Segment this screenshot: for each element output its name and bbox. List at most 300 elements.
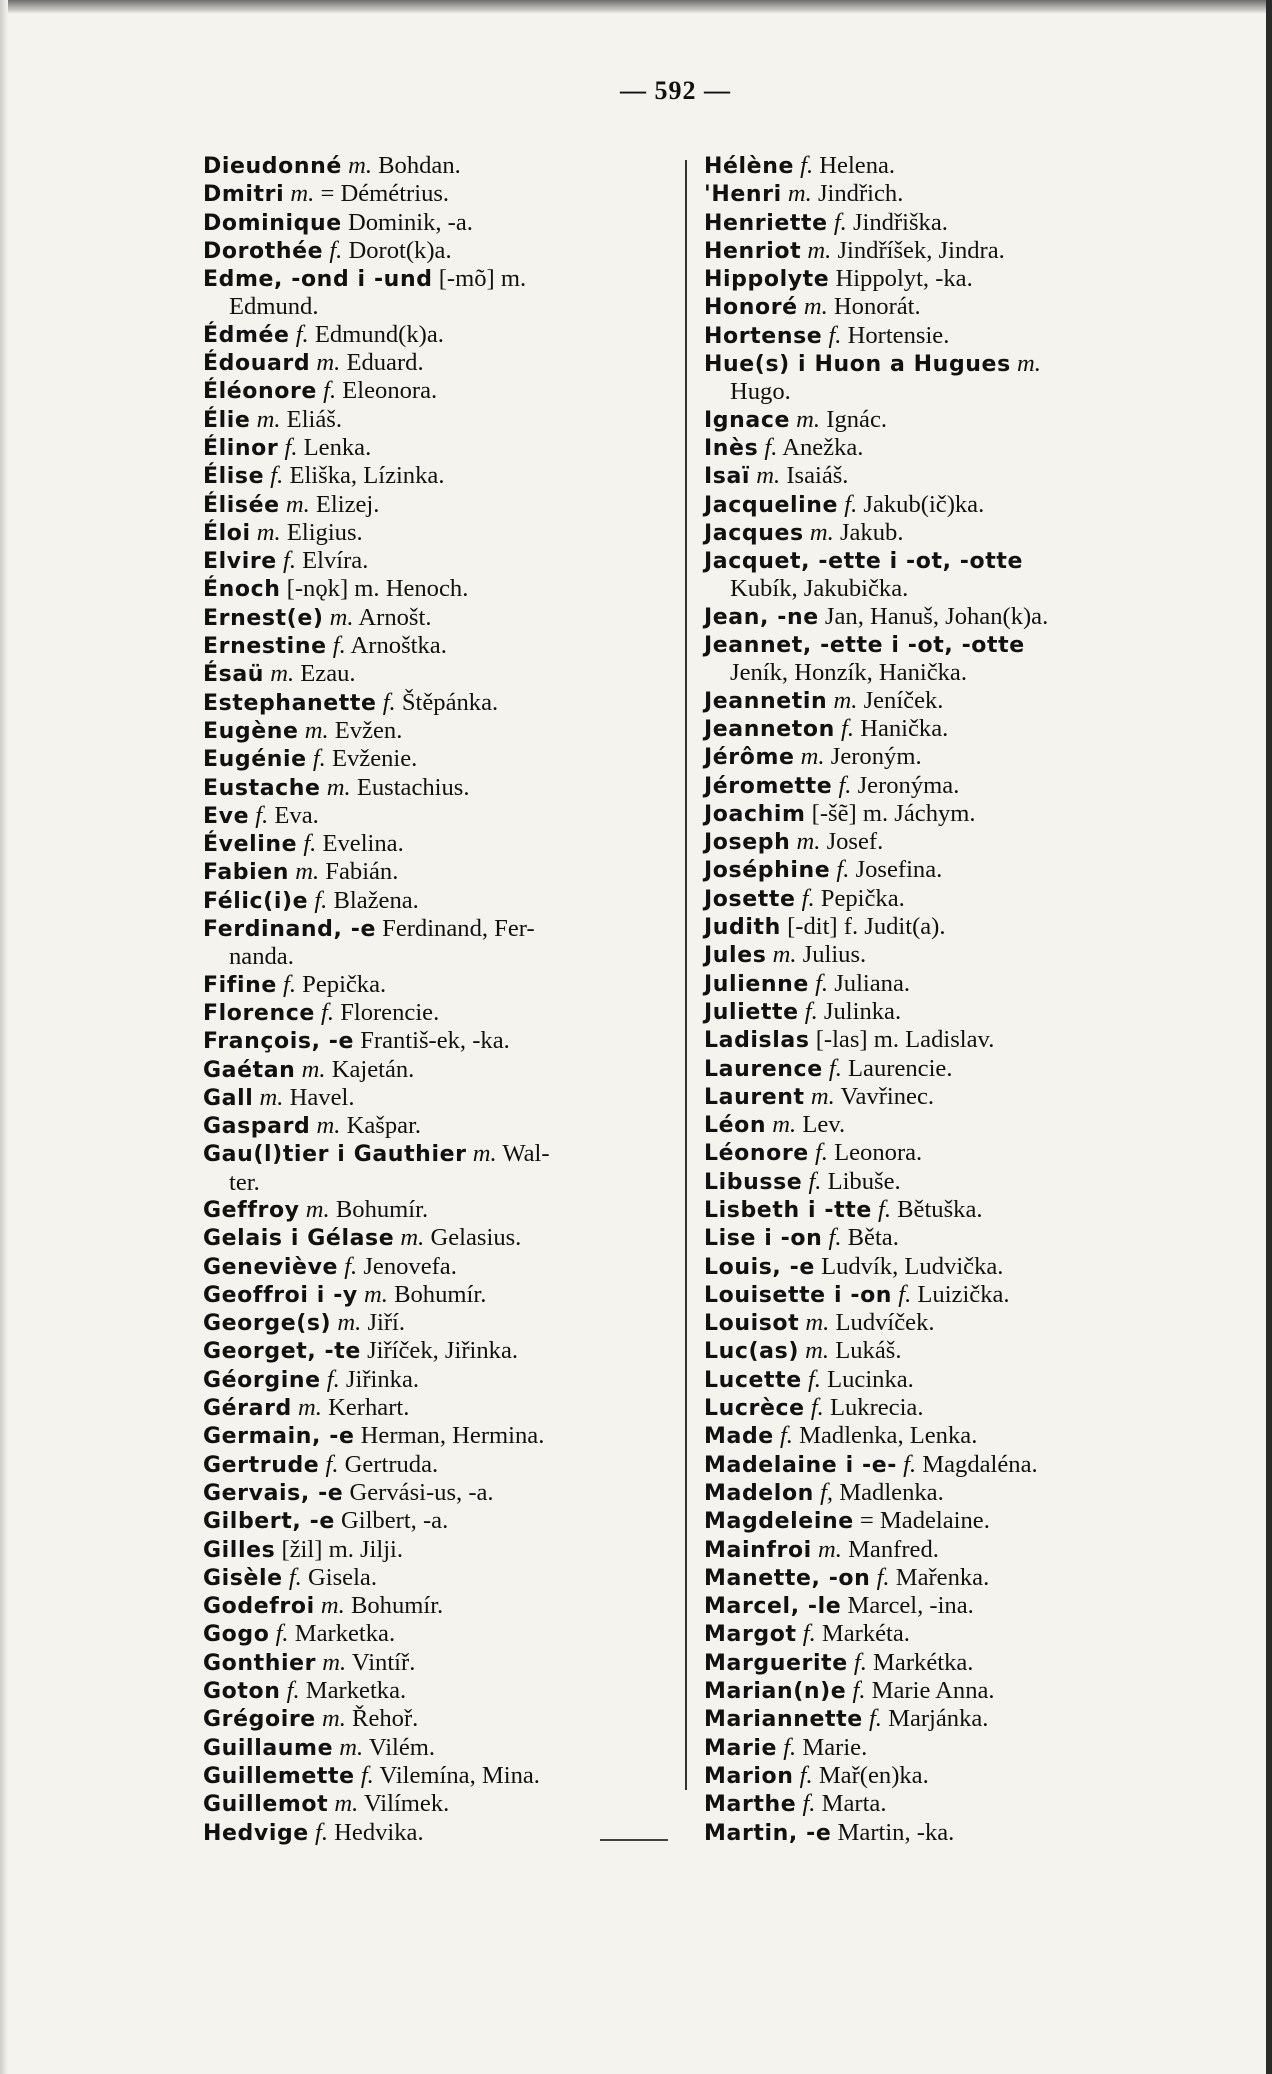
dictionary-entry <box>203 887 683 915</box>
dictionary-entry <box>203 293 683 320</box>
entry-translation: Jan, Hanuš, Johan(k)a. <box>824 602 1049 630</box>
entry-translation: Lukrecia. <box>829 1394 924 1422</box>
entry-headword: Lucette <box>704 1367 802 1393</box>
entry-translation: Marta. <box>821 1790 887 1818</box>
dictionary-entry <box>203 152 683 180</box>
dictionary-entry <box>203 1422 683 1450</box>
entry-gender: f. <box>853 1648 867 1676</box>
entry-gender: m. <box>756 462 781 490</box>
dictionary-entry <box>203 1479 683 1507</box>
entry-translation: Eva. <box>274 801 319 829</box>
entry-translation: Markétka. <box>873 1648 974 1676</box>
entry-gender: m. <box>807 236 832 264</box>
entry-translation: Julius. <box>802 941 867 969</box>
entry-gender: m. <box>298 1394 322 1422</box>
entry-gender: f. <box>799 1761 813 1789</box>
dictionary-entry <box>203 1620 683 1648</box>
entry-translation: Eustachius. <box>356 773 470 801</box>
dictionary-entry <box>704 180 1184 208</box>
dictionary-entry <box>203 802 683 830</box>
entry-translation: Blažena. <box>333 886 419 914</box>
dictionary-entry <box>704 885 1184 913</box>
entry-headword: Madelon <box>704 1480 814 1506</box>
dictionary-entry <box>203 1677 683 1705</box>
entry-translation: Vilém. <box>368 1733 436 1761</box>
entry-gender: m. <box>305 1195 330 1223</box>
dictionary-entry <box>704 378 1184 405</box>
entry-gender: m. <box>256 518 281 546</box>
dictionary-entry <box>704 659 1184 686</box>
entry-translation: Jakub(ič)ka. <box>863 490 985 518</box>
dictionary-entry <box>203 1536 683 1564</box>
entry-headword: Jacques <box>704 520 804 546</box>
entry-translation: Bohumír. <box>335 1195 429 1223</box>
dictionary-entry <box>704 828 1184 856</box>
entry-headword: Josette <box>704 886 796 912</box>
entry-headword: Gilles <box>203 1537 276 1563</box>
entry-translation: Vilemína, Mina. <box>379 1761 540 1789</box>
entry-headword: Manette, -on <box>704 1565 871 1591</box>
entry-translation: Kubík, Jakubička. <box>730 575 909 603</box>
dictionary-entry <box>704 1366 1184 1394</box>
entry-headword: Jacquet, -ette i -ot, -otte <box>704 549 1023 575</box>
entry-headword: Léon <box>704 1113 767 1139</box>
entry-gender: m. <box>304 716 329 744</box>
entry-gender: m. <box>329 603 354 631</box>
entry-translation: Gisela. <box>307 1563 377 1591</box>
entry-gender: f. <box>802 1790 816 1818</box>
entry-translation: Edmund(k)a. <box>314 320 444 348</box>
entry-headword: Guillemette <box>203 1763 355 1789</box>
dictionary-entry <box>704 1451 1184 1479</box>
entry-headword: Joachim <box>704 801 806 827</box>
entry-gender: f. <box>783 1733 797 1761</box>
entry-gender: f. <box>282 547 296 575</box>
entry-headword: Martin, -e <box>704 1820 832 1846</box>
dictionary-entry <box>203 434 683 462</box>
entry-headword: Godefroi <box>203 1594 315 1620</box>
entry-translation: Eliška, Lízinka. <box>289 462 445 490</box>
entry-translation: Řehoř. <box>352 1705 419 1733</box>
entry-translation: [-las] m. Ladislav. <box>815 1026 995 1054</box>
entry-translation: Františ-ek, -ka. <box>360 1027 510 1055</box>
dictionary-entry <box>704 491 1184 519</box>
dictionary-entry <box>203 745 683 773</box>
entry-headword: Jeannetin <box>704 688 828 714</box>
entry-headword: Ignace <box>704 407 791 433</box>
entry-headword: François, -e <box>203 1029 355 1055</box>
dictionary-entry <box>704 1649 1184 1677</box>
entry-headword: Jacqueline <box>704 492 839 518</box>
entry-gender: f. <box>801 884 815 912</box>
entry-gender: m. <box>339 1733 364 1761</box>
dictionary-entry <box>704 1394 1184 1422</box>
entry-translation: Edmund. <box>229 293 319 321</box>
dictionary-entry <box>203 209 683 237</box>
entry-gender: f. <box>828 321 842 349</box>
entry-headword: Henriette <box>704 210 828 236</box>
entry-headword: Édouard <box>203 351 311 377</box>
entry-headword: Geoffroi i -y <box>203 1282 358 1308</box>
entry-headword: Honoré <box>704 295 798 321</box>
entry-translation: Jakub. <box>839 518 904 546</box>
dictionary-entry <box>203 604 683 632</box>
entry-gender: f. <box>303 830 317 858</box>
dictionary-entry <box>203 1112 683 1140</box>
entry-headword: Éléonore <box>203 379 317 405</box>
entry-headword: Hedvige <box>203 1820 309 1846</box>
entry-translation: Josef. <box>826 828 884 856</box>
entry-translation: Dorot(k)a. <box>348 236 452 264</box>
page-right-edge <box>1266 0 1272 2074</box>
entry-translation: Luizička. <box>917 1280 1010 1308</box>
entry-translation: Gelasius. <box>430 1224 522 1252</box>
entry-headword: Lisbeth i -tte <box>704 1197 872 1223</box>
entry-gender: f. <box>323 377 337 405</box>
entry-translation: Kerhart. <box>328 1394 410 1422</box>
entry-headword: Magdeleine <box>704 1509 854 1535</box>
entry-gender: m. <box>348 152 372 179</box>
entry-gender: f. <box>808 1167 822 1195</box>
entry-headword: Gau(l)tier i Gauthier <box>203 1142 467 1168</box>
entry-translation: Mařenka. <box>895 1563 990 1591</box>
dictionary-entry <box>203 575 683 603</box>
entry-gender: m. <box>805 1337 830 1365</box>
dictionary-entry <box>704 1790 1184 1818</box>
dictionary-entry <box>704 800 1184 828</box>
entry-headword: Éveline <box>203 832 298 858</box>
entry-translation: Eleonora. <box>342 377 438 405</box>
entry-translation: Hanička. <box>860 714 949 742</box>
left-column <box>203 152 683 1847</box>
entry-gender: m. <box>295 858 320 886</box>
entry-gender: f. <box>286 1677 300 1705</box>
dictionary-entry <box>704 970 1184 998</box>
dictionary-entry <box>203 858 683 886</box>
entry-headword: Dominique <box>203 210 342 236</box>
entry-gender: m. <box>472 1140 497 1168</box>
entry-translation: Libuše. <box>827 1167 901 1195</box>
dictionary-entry <box>203 265 683 293</box>
dictionary-entry <box>704 772 1184 800</box>
footer-rule <box>600 1839 668 1841</box>
entry-translation: Gilbert, -a. <box>341 1507 449 1535</box>
dictionary-entry <box>203 830 683 858</box>
entry-headword: Dmitri <box>203 182 285 208</box>
entry-gender: m. <box>817 1535 842 1563</box>
dictionary-entry <box>203 1564 683 1592</box>
dictionary-entry <box>203 999 683 1027</box>
dictionary-entry <box>203 321 683 349</box>
dictionary-entry <box>704 209 1184 237</box>
entry-headword: Ferdinand, -e <box>203 917 376 943</box>
entry-translation: [-dit] f. Judit(a). <box>787 913 946 941</box>
dictionary-entry <box>203 971 683 999</box>
entry-gender: f. <box>800 152 814 179</box>
entry-translation: Gervási-us, -a. <box>349 1478 494 1506</box>
entry-translation: Dominik, -a. <box>347 208 473 236</box>
entry-translation: Marketka. <box>305 1677 407 1705</box>
dictionary-entry <box>704 1762 1184 1790</box>
entry-translation: Jiříček, Jiřinka. <box>367 1337 519 1365</box>
entry-gender: m. <box>326 773 351 801</box>
entry-translation: [-nǫk] m. Henoch. <box>286 575 469 603</box>
entry-headword: Marion <box>704 1763 794 1789</box>
entry-gender: f. <box>878 1195 891 1223</box>
dictionary-entry <box>203 1056 683 1084</box>
entry-gender: m. <box>322 1648 347 1676</box>
entry-translation: Eliáš. <box>286 405 342 433</box>
entry-translation: Havel. <box>289 1083 355 1111</box>
dictionary-entry <box>203 1734 683 1762</box>
dictionary-entry <box>203 547 683 575</box>
dictionary-entry <box>704 575 1184 602</box>
entry-translation: [žil] m. Jilji. <box>281 1535 404 1563</box>
dictionary-entry <box>203 1762 683 1790</box>
entry-gender: f. <box>844 490 858 518</box>
dictionary-entry <box>704 1139 1184 1167</box>
dictionary-entry <box>203 1394 683 1422</box>
dictionary-entry <box>704 1196 1184 1224</box>
entry-translation: Herman, Hermina. <box>360 1422 545 1450</box>
entry-headword: Gisèle <box>203 1565 283 1591</box>
entry-translation: Lenka. <box>303 433 372 461</box>
entry-translation: Marie Anna. <box>871 1677 995 1705</box>
entry-gender: f. <box>255 801 269 829</box>
entry-headword: Hélène <box>704 154 794 179</box>
entry-gender: m. <box>400 1224 425 1252</box>
entry-headword: Guillemot <box>203 1792 329 1818</box>
dictionary-entry <box>203 1451 683 1479</box>
dictionary-entry <box>704 434 1184 462</box>
entry-translation: Madlenka, Lenka. <box>799 1422 978 1450</box>
entry-gender: f. <box>326 1365 340 1393</box>
entry-headword: Énoch <box>203 577 281 603</box>
entry-translation: Hippolyt, -ka. <box>835 265 973 293</box>
entry-translation: Magdaléna. <box>922 1450 1038 1478</box>
entry-translation: Vintíř. <box>351 1648 416 1676</box>
entry-translation: Manfred. <box>848 1535 939 1563</box>
entry-headword: Lise i -on <box>704 1226 823 1252</box>
dictionary-entry <box>203 1649 683 1677</box>
dictionary-entry <box>203 1196 683 1224</box>
entry-headword: Edme, -ond i -und <box>203 267 433 293</box>
entry-translation: Bohumír. <box>394 1280 487 1308</box>
entry-gender: f. <box>314 886 328 914</box>
dictionary-entry <box>704 322 1184 350</box>
entry-translation: Arnošt. <box>358 603 432 631</box>
entry-headword: Hippolyte <box>704 267 830 293</box>
dictionary-entry <box>704 1111 1184 1139</box>
entry-gender: f. <box>295 320 309 348</box>
entry-headword: Hue(s) i Huon a Hugues <box>704 352 1011 378</box>
dictionary-entry <box>704 856 1184 884</box>
entry-translation: Jiřinka. <box>345 1365 420 1393</box>
entry-gender: f. <box>315 1818 328 1846</box>
dictionary-entry <box>704 152 1184 180</box>
entry-gender: f. <box>828 1054 842 1082</box>
entry-translation: Lukáš. <box>835 1337 902 1365</box>
dictionary-entry <box>704 293 1184 321</box>
entry-gender: f. <box>810 1394 824 1422</box>
entry-translation: Vavřinec. <box>840 1082 935 1110</box>
dictionary-entry <box>203 462 683 490</box>
entry-translation: Eligius. <box>286 518 363 546</box>
entry-headword: Judith <box>704 915 781 941</box>
entry-translation: Jindřich. <box>817 180 904 208</box>
dictionary-entry <box>704 1337 1184 1365</box>
dictionary-entry <box>704 998 1184 1026</box>
entry-headword: Jérôme <box>704 745 795 771</box>
entry-gender: m. <box>810 1082 835 1110</box>
entry-gender: m. <box>1016 350 1041 378</box>
dictionary-entry <box>704 237 1184 265</box>
dictionary-entry <box>203 1027 683 1055</box>
entry-translation: Julinka. <box>823 997 902 1025</box>
entry-translation: Madlenka. <box>839 1478 944 1506</box>
entry-translation: Jeroným. <box>830 743 922 771</box>
dictionary-entry <box>704 350 1184 378</box>
entry-translation: Jeníček. <box>863 686 944 714</box>
dictionary-entry <box>704 1309 1184 1337</box>
entry-translation: Anežka. <box>782 433 864 461</box>
dictionary-entry <box>704 941 1184 969</box>
dictionary-entry <box>704 1026 1184 1054</box>
dictionary-entry <box>704 1620 1184 1648</box>
entry-headword: Dieudonné <box>203 154 342 179</box>
entry-translation: Isaiáš. <box>786 462 849 490</box>
entry-gender: f. <box>804 997 818 1025</box>
entry-gender: f. <box>321 998 335 1026</box>
dictionary-entry <box>203 349 683 377</box>
entry-headword: Ernestine <box>203 634 327 660</box>
entry-headword: Gervais, -e <box>203 1480 344 1506</box>
entry-headword: Ernest(e) <box>203 605 324 631</box>
entry-gender: m. <box>772 1111 797 1139</box>
dictionary-entry <box>203 491 683 519</box>
entry-headword: Jéromette <box>704 773 833 799</box>
entry-headword: Hortense <box>704 323 823 349</box>
dictionary-entry <box>203 1507 683 1535</box>
entry-translation: Jindříšek, Jindra. <box>837 236 1005 264</box>
dictionary-entry <box>203 1705 683 1733</box>
entry-gender: f. <box>841 714 855 742</box>
dictionary-entry <box>704 406 1184 434</box>
entry-gender: f. <box>329 236 343 264</box>
entry-headword: Madelaine i -e- <box>704 1452 897 1478</box>
entry-headword: Éloi <box>203 520 251 546</box>
dictionary-entry <box>203 406 683 434</box>
dictionary-entry <box>704 519 1184 547</box>
dictionary-entry <box>203 1281 683 1309</box>
dictionary-entry <box>704 603 1184 631</box>
entry-translation: Bohdan. <box>378 152 461 179</box>
entry-translation: Jeník, Honzík, Hanička. <box>730 659 967 687</box>
entry-translation: Elizej. <box>315 490 380 518</box>
entry-gender: m. <box>316 349 341 377</box>
entry-headword: Libusse <box>704 1169 803 1195</box>
entry-translation: Florencie. <box>340 998 440 1026</box>
entry-gender: m. <box>270 660 295 688</box>
dictionary-entry <box>203 377 683 405</box>
dictionary-entry <box>203 1592 683 1620</box>
entry-translation: Jindřiška. <box>852 208 948 236</box>
dictionary-entry <box>203 1819 683 1847</box>
entry-headword: Guillaume <box>203 1735 334 1761</box>
entry-translation: Bětuška. <box>897 1195 983 1223</box>
entry-gender: m. <box>316 1112 341 1140</box>
entry-headword: Eustache <box>203 775 321 801</box>
dictionary-entry <box>704 631 1184 659</box>
entry-gender: m. <box>301 1055 326 1083</box>
entry-gender: m. <box>337 1309 362 1337</box>
entry-translation: Evelina. <box>322 830 404 858</box>
entry-headword: Élisée <box>203 492 280 518</box>
entry-headword: Édmée <box>203 322 290 348</box>
entry-translation: Eduard. <box>346 349 424 377</box>
entry-translation: Helena. <box>819 152 896 179</box>
dictionary-entry <box>704 1055 1184 1083</box>
dictionary-entry <box>704 1479 1184 1507</box>
entry-headword: Fifine <box>203 972 277 998</box>
entry-translation: Wal- <box>502 1140 550 1168</box>
entry-gender: m. <box>285 490 310 518</box>
entry-headword: Mariannette <box>704 1707 863 1733</box>
entry-gender: f. <box>836 856 850 884</box>
entry-gender: f. <box>815 969 829 997</box>
dictionary-entry <box>704 265 1184 293</box>
dictionary-entry <box>203 717 683 745</box>
entry-headword: Léonore <box>704 1141 809 1167</box>
entry-gender: f. <box>283 970 297 998</box>
entry-gender: m. <box>800 743 825 771</box>
entry-gender: f. <box>275 1620 289 1648</box>
entry-headword: Laurent <box>704 1084 805 1110</box>
entry-headword: Julienne <box>704 971 809 997</box>
dictionary-entry <box>704 1536 1184 1564</box>
entry-headword: Géorgine <box>203 1367 321 1393</box>
entry-gender: m. <box>803 293 828 321</box>
entry-translation: Jeronýma. <box>857 771 960 799</box>
entry-headword: Juliette <box>704 999 799 1025</box>
entry-headword: Louisot <box>704 1311 800 1337</box>
entry-headword: Geneviève <box>203 1254 339 1280</box>
dictionary-entry <box>203 237 683 265</box>
entry-translation: = Démétrius. <box>320 180 450 208</box>
entry-translation: Běta. <box>847 1224 899 1252</box>
entry-gender: f. <box>382 688 396 716</box>
entry-headword: Gérard <box>203 1396 292 1422</box>
dictionary-entry <box>203 1253 683 1281</box>
entry-translation: Honorát. <box>833 293 921 321</box>
entry-gender: m. <box>364 1280 388 1308</box>
dictionary-entry <box>203 660 683 688</box>
dictionary-entry <box>704 743 1184 771</box>
entry-headword: Gall <box>203 1085 254 1111</box>
entry-headword: Jeanneton <box>704 716 835 742</box>
dictionary-entry <box>704 1677 1184 1705</box>
dictionary-entry <box>704 462 1184 490</box>
entry-headword: Eve <box>203 803 250 829</box>
entry-headword: Isaï <box>704 464 751 490</box>
entry-headword: Jeannet, -ette i -ot, -otte <box>704 633 1025 659</box>
entry-translation: Marketka. <box>294 1620 396 1648</box>
entry-gender: m. <box>256 405 281 433</box>
dictionary-entry <box>704 1083 1184 1111</box>
entry-headword: Joséphine <box>704 858 831 884</box>
entry-headword: Gertrude <box>203 1452 320 1478</box>
entry-translation: [-mõ] m. <box>438 265 527 293</box>
